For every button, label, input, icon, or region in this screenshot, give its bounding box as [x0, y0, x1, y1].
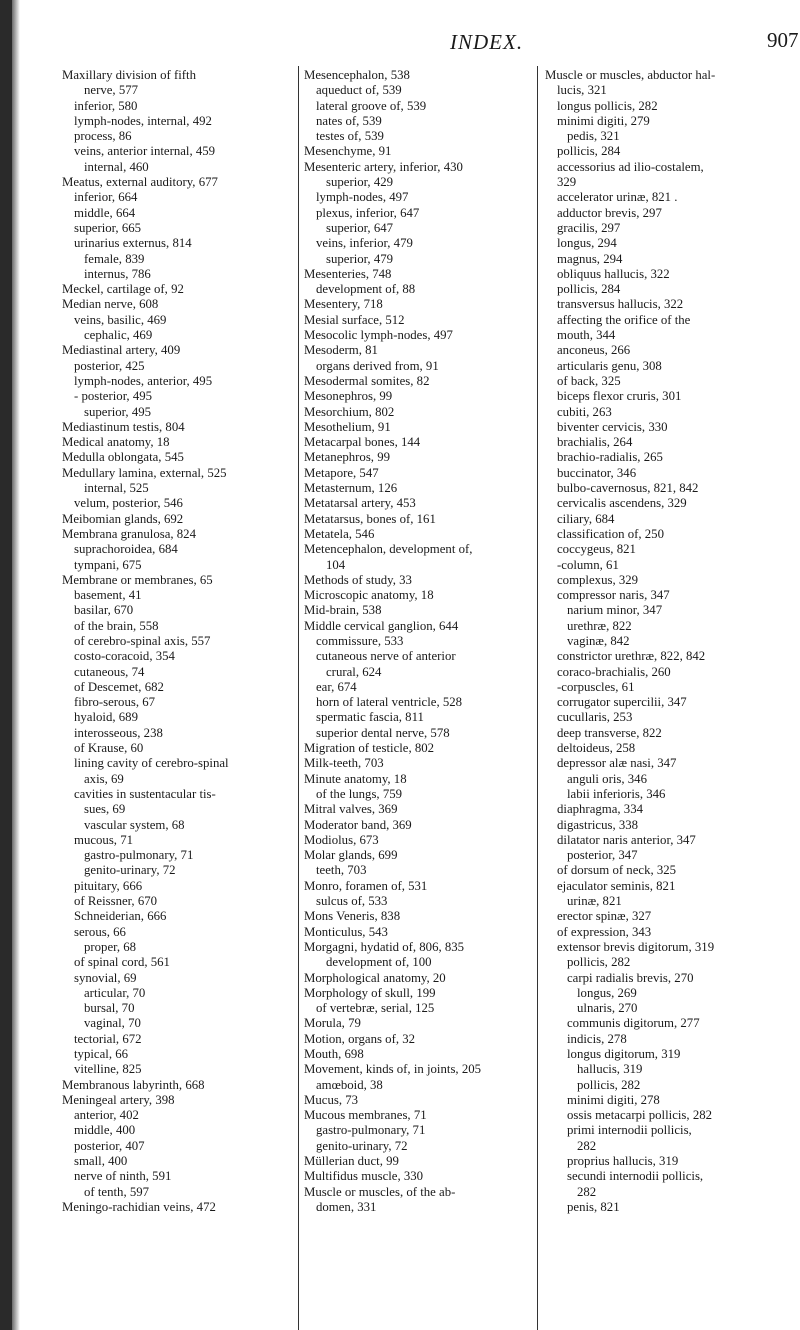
index-subentry: obliquus hallucis, 322	[557, 266, 670, 281]
index-entry: Membrana granulosa, 824	[62, 526, 196, 541]
index-subentry: nerve, 577	[84, 83, 139, 98]
index-subentry: vascular system, 68	[84, 817, 185, 832]
index-subentry: genito-urinary, 72	[84, 863, 176, 878]
index-subentry: lining cavity of cerebro-spinal	[74, 756, 229, 771]
index-subentry: lymph-nodes, 497	[316, 190, 409, 205]
index-subentry: urethræ, 822	[567, 618, 632, 633]
index-entry: Mid-brain, 538	[304, 603, 382, 618]
index-subentry: depressor alæ nasi, 347	[557, 756, 677, 771]
index-entry: Mesorchium, 802	[304, 404, 395, 419]
index-subentry: cervicalis ascendens, 329	[557, 496, 687, 511]
index-subentry: teeth, 703	[316, 863, 367, 878]
index-subentry: compressor naris, 347	[557, 588, 670, 603]
index-subentry: digastricus, 338	[557, 817, 639, 832]
index-entry: Mediastinal artery, 409	[62, 343, 181, 358]
index-subentry: articular, 70	[84, 985, 146, 1000]
index-subentry: of Reissner, 670	[74, 894, 158, 909]
index-subentry: of Krause, 60	[74, 741, 144, 756]
column-divider	[537, 66, 538, 1330]
index-subentry: serous, 66	[74, 924, 126, 939]
index-entry: Meningeal artery, 398	[62, 1092, 175, 1107]
index-subentry: adductor brevis, 297	[557, 205, 662, 220]
index-subentry: articularis genu, 308	[557, 358, 662, 373]
index-entry: Mesenteries, 748	[304, 266, 392, 281]
index-subentry: internal, 525	[84, 481, 149, 496]
index-subentry: cubiti, 263	[557, 404, 612, 419]
index-entry: Meibomian glands, 692	[62, 511, 184, 526]
index-subentry: middle, 664	[74, 205, 136, 220]
index-subentry: pedis, 321	[567, 129, 620, 144]
index-subentry: vaginal, 70	[84, 1016, 141, 1031]
index-subentry: cutaneous, 74	[74, 664, 145, 679]
index-subentry: of back, 325	[557, 373, 621, 388]
index-subentry: pollicis, 282	[567, 955, 631, 970]
index-entry: Metencephalon, development of,	[304, 542, 473, 557]
running-title: INDEX.	[450, 30, 524, 54]
index-subentry: commissure, 533	[316, 633, 404, 648]
index-entry: Multifidus muscle, 330	[304, 1169, 424, 1184]
index-subentry: magnus, 294	[557, 251, 623, 266]
index-subentry: proper, 68	[84, 939, 137, 954]
index-subentry: ulnaris, 270	[577, 1001, 638, 1016]
index-entry: Mitral valves, 369	[304, 802, 398, 817]
index-entry: Membrane or membranes, 65	[62, 572, 213, 587]
index-subentry: proprius hallucis, 319	[567, 1154, 679, 1169]
index-subentry: longus pollicis, 282	[557, 98, 658, 113]
index-subentry: ejaculator seminis, 821	[557, 878, 676, 893]
index-subentry: deep transverse, 822	[557, 725, 662, 740]
index-subentry: longus digitorum, 319	[567, 1047, 681, 1061]
index-subentry: gracilis, 297	[557, 220, 621, 235]
index-entry: Methods of study, 33	[304, 572, 412, 587]
index-subentry: urinarius externus, 814	[74, 236, 192, 251]
index-subentry: biventer cervicis, 330	[557, 419, 668, 434]
index-subentry: 282	[577, 1138, 597, 1153]
index-entry: Movement, kinds of, in joints, 205	[304, 1062, 482, 1077]
index-entry: Mesodermal somites, 82	[304, 373, 430, 388]
index-entry: Metatela, 546	[304, 526, 375, 541]
index-subentry: anconeus, 266	[557, 343, 631, 358]
index-entry: Metatarsal artery, 453	[304, 496, 416, 511]
index-subentry: vitelline, 825	[74, 1062, 142, 1077]
index-subentry: of spinal cord, 561	[74, 955, 170, 970]
index-entry: Migration of testicle, 802	[304, 741, 435, 756]
index-subentry: lucis, 321	[557, 83, 607, 98]
index-subentry: transversus hallucis, 322	[557, 297, 684, 312]
index-entry: Meckel, cartilage of, 92	[62, 282, 184, 297]
index-subentry: -corpuscles, 61	[557, 679, 635, 694]
index-subentry: coccygeus, 821	[557, 542, 636, 557]
index-entry: Mesonephros, 99	[304, 389, 393, 404]
index-subentry: superior, 479	[326, 251, 394, 266]
index-subentry: minimi digiti, 278	[567, 1092, 660, 1107]
index-entry: Mesoderm, 81	[304, 343, 378, 358]
index-entry: Meatus, external auditory, 677	[62, 175, 218, 190]
index-subentry: of cerebro-spinal axis, 557	[74, 633, 211, 648]
index-subentry: 329	[557, 175, 577, 190]
index-entry: Metapore, 547	[304, 465, 379, 480]
index-entry: Milk-teeth, 703	[304, 756, 384, 771]
index-subentry: 282	[577, 1184, 597, 1199]
index-subentry: minimi digiti, 279	[557, 113, 650, 128]
index-subentry: spermatic fascia, 811	[316, 710, 424, 725]
index-subentry: velum, posterior, 546	[74, 496, 183, 511]
index-subentry: erector spinæ, 327	[557, 909, 652, 924]
index-subentry: basilar, 670	[74, 603, 134, 618]
index-subentry: extensor brevis digitorum, 319	[557, 939, 715, 954]
index-entry: Metacarpal bones, 144	[304, 435, 421, 450]
index-subentry: synovial, 69	[74, 970, 137, 985]
index-entry: Microscopic anatomy, 18	[304, 588, 434, 603]
index-subentry: cutaneous nerve of anterior	[316, 649, 456, 664]
index-subentry: narium minor, 347	[567, 603, 663, 618]
index-subentry: veins, basilic, 469	[74, 312, 167, 327]
index-subentry: carpi radialis brevis, 270	[567, 970, 694, 985]
index-subentry: pollicis, 284	[557, 144, 621, 159]
index-subentry: plexus, inferior, 647	[316, 205, 420, 220]
index-subentry: affecting the orifice of the	[557, 312, 691, 327]
index-subentry: veins, inferior, 479	[316, 236, 413, 251]
index-subentry: constrictor urethræ, 822, 842	[557, 649, 706, 664]
index-subentry: superior, 665	[74, 220, 142, 235]
index-subentry: testes of, 539	[316, 129, 384, 144]
index-subentry: female, 839	[84, 251, 145, 266]
index-subentry: inferior, 580	[74, 98, 138, 113]
index-column-1	[62, 68, 297, 1215]
index-subentry: biceps flexor cruris, 301	[557, 389, 682, 404]
index-subentry: diaphragma, 334	[557, 802, 643, 817]
index-entry: Molar glands, 699	[304, 848, 398, 863]
index-entry: Morphological anatomy, 20	[304, 970, 446, 985]
index-entry: Mesentery, 718	[304, 297, 383, 312]
index-subentry: inferior, 664	[74, 190, 138, 205]
index-subentry: gastro-pulmonary, 71	[84, 848, 194, 863]
index-subentry: pollicis, 282	[577, 1077, 641, 1092]
index-subentry: suprachoroidea, 684	[74, 542, 178, 557]
index-subentry: tectorial, 672	[74, 1031, 142, 1046]
index-entry: Muscle or muscles, abductor hal-	[545, 68, 716, 82]
index-subentry: development of, 88	[316, 282, 416, 297]
index-column-2	[304, 68, 536, 1215]
index-subentry: domen, 331	[316, 1199, 377, 1214]
index-entry: Morgagni, hydatid of, 806, 835	[304, 939, 465, 954]
index-entry: Mucus, 73	[304, 1092, 359, 1107]
index-subentry: mucous, 71	[74, 832, 134, 847]
index-entry: Mesocolic lymph-nodes, 497	[304, 328, 453, 343]
index-subentry: dilatator naris anterior, 347	[557, 832, 696, 847]
index-entry: Mouth, 698	[304, 1047, 364, 1061]
index-subentry: veins, anterior internal, 459	[74, 144, 216, 159]
index-subentry: development of, 100	[326, 955, 432, 970]
index-subentry: typical, 66	[74, 1047, 129, 1061]
index-subentry: aqueduct of, 539	[316, 83, 402, 98]
index-subentry: vaginæ, 842	[567, 633, 630, 648]
index-subentry: internal, 460	[84, 159, 149, 174]
index-subentry: internus, 786	[84, 266, 151, 281]
index-subentry: middle, 400	[74, 1123, 136, 1138]
index-subentry: corrugator supercilii, 347	[557, 695, 687, 710]
index-subentry: - posterior, 495	[74, 389, 153, 404]
index-subentry: of expression, 343	[557, 924, 652, 939]
index-subentry: tympani, 675	[74, 557, 142, 572]
index-subentry: interosseous, 238	[74, 725, 163, 740]
index-subentry: of the lungs, 759	[316, 786, 403, 801]
index-subentry: hyaloid, 689	[74, 710, 138, 725]
index-subentry: posterior, 347	[567, 848, 638, 863]
index-entry: Müllerian duct, 99	[304, 1154, 399, 1169]
index-subentry: buccinator, 346	[557, 465, 637, 480]
index-subentry: horn of lateral ventricle, 528	[316, 695, 463, 710]
index-entry: Medulla oblongata, 545	[62, 450, 184, 465]
index-subentry: penis, 821	[567, 1199, 620, 1214]
index-subentry: hallucis, 319	[577, 1062, 643, 1077]
index-entry: Metatarsus, bones of, 161	[304, 511, 436, 526]
index-subentry: superior, 495	[84, 404, 152, 419]
index-subentry: small, 400	[74, 1154, 128, 1169]
index-subentry: urinæ, 821	[567, 894, 622, 909]
index-subentry: of tenth, 597	[84, 1184, 150, 1199]
index-subentry: brachialis, 264	[557, 435, 633, 450]
index-subentry: complexus, 329	[557, 572, 639, 587]
index-subentry: lymph-nodes, internal, 492	[74, 113, 212, 128]
index-entry: Motion, organs of, 32	[304, 1031, 416, 1046]
index-entry: Mesothelium, 91	[304, 419, 391, 434]
index-entry: Middle cervical ganglion, 644	[304, 618, 459, 633]
index-entry: Medical anatomy, 18	[62, 435, 170, 450]
index-entry: Mesencephalon, 538	[304, 68, 410, 82]
index-entry: Mesenchyme, 91	[304, 144, 392, 159]
index-subentry: accessorius ad ilio-costalem,	[557, 159, 704, 174]
index-subentry: posterior, 425	[74, 358, 145, 373]
index-entry: Mediastinum testis, 804	[62, 419, 185, 434]
index-entry: Mesial surface, 512	[304, 312, 405, 327]
index-subentry: cephalic, 469	[84, 328, 153, 343]
index-entry: Medullary lamina, external, 525	[62, 465, 227, 480]
index-subentry: sulcus of, 533	[316, 894, 388, 909]
index-subentry: fibro-serous, 67	[74, 695, 156, 710]
index-entry: Maxillary division of fifth	[62, 68, 196, 82]
index-entry: Moderator band, 369	[304, 817, 412, 832]
index-subentry: longus, 294	[557, 236, 617, 251]
index-subentry: secundi internodii pollicis,	[567, 1169, 704, 1184]
index-entry: Modiolus, 673	[304, 832, 379, 847]
index-subentry: cavities in sustentacular tis-	[74, 786, 216, 801]
index-subentry: primi internodii pollicis,	[567, 1123, 692, 1138]
index-subentry: basement, 41	[74, 588, 142, 603]
index-entry: Metanephros, 99	[304, 450, 391, 465]
page-number: 907	[767, 28, 799, 52]
index-subentry: classification of, 250	[557, 526, 664, 541]
index-subentry: of dorsum of neck, 325	[557, 863, 677, 878]
index-subentry: crural, 624	[326, 664, 382, 679]
index-subentry: lymph-nodes, anterior, 495	[74, 373, 213, 388]
index-subentry: of vertebræ, serial, 125	[316, 1001, 435, 1016]
index-subentry: -column, 61	[557, 557, 619, 572]
book-spine-shadow	[0, 0, 12, 1330]
index-subentry: sues, 69	[84, 802, 126, 817]
index-subentry: accelerator urinæ, 821 .	[557, 190, 678, 205]
column-divider	[298, 66, 299, 1330]
index-subentry: indicis, 278	[567, 1031, 627, 1046]
index-subentry: 104	[326, 557, 346, 572]
index-subentry: posterior, 407	[74, 1138, 145, 1153]
index-entry: Mons Veneris, 838	[304, 909, 401, 924]
index-subentry: organs derived from, 91	[316, 358, 439, 373]
index-subentry: ciliary, 684	[557, 511, 615, 526]
index-entry: Metasternum, 126	[304, 481, 398, 496]
index-entry: Muscle or muscles, of the ab-	[304, 1184, 456, 1199]
index-subentry: genito-urinary, 72	[316, 1138, 408, 1153]
index-entry: Morphology of skull, 199	[304, 985, 436, 1000]
index-subentry: superior dental nerve, 578	[316, 725, 450, 740]
gutter-gradient	[12, 0, 20, 1330]
index-subentry: longus, 269	[577, 985, 637, 1000]
page-header	[20, 0, 800, 54]
index-subentry: brachio-radialis, 265	[557, 450, 663, 465]
index-entry: Morula, 79	[304, 1016, 361, 1031]
index-subentry: bursal, 70	[84, 1001, 135, 1016]
index-column-3	[545, 68, 795, 1215]
index-subentry: gastro-pulmonary, 71	[316, 1123, 426, 1138]
index-subentry: Schneiderian, 666	[74, 909, 167, 924]
index-subentry: pollicis, 284	[557, 282, 621, 297]
index-subentry: nates of, 539	[316, 113, 382, 128]
index-subentry: nerve of ninth, 591	[74, 1169, 172, 1184]
index-entry: Meningo-rachidian veins, 472	[62, 1199, 216, 1214]
index-subentry: of the brain, 558	[74, 618, 159, 633]
index-subentry: lateral groove of, 539	[316, 98, 427, 113]
index-entry: Minute anatomy, 18	[304, 771, 407, 786]
index-subentry: anterior, 402	[74, 1108, 139, 1123]
index-entry: Monticulus, 543	[304, 924, 388, 939]
index-subentry: deltoideus, 258	[557, 741, 636, 756]
index-subentry: labii inferioris, 346	[567, 786, 666, 801]
index-entry: Mucous membranes, 71	[304, 1108, 427, 1123]
index-subentry: axis, 69	[84, 771, 124, 786]
index-subentry: mouth, 344	[557, 328, 616, 343]
index-entry: Monro, foramen of, 531	[304, 878, 428, 893]
index-subentry: amœboid, 38	[316, 1077, 383, 1092]
index-subentry: pituitary, 666	[74, 878, 143, 893]
index-subentry: cucullaris, 253	[557, 710, 633, 725]
index-entry: Median nerve, 608	[62, 297, 159, 312]
index-entry: Membranous labyrinth, 668	[62, 1077, 205, 1092]
index-subentry: coraco-brachialis, 260	[557, 664, 671, 679]
index-subentry: ear, 674	[316, 679, 357, 694]
index-subentry: anguli oris, 346	[567, 771, 647, 786]
index-subentry: communis digitorum, 277	[567, 1016, 700, 1031]
index-subentry: costo-coracoid, 354	[74, 649, 175, 664]
index-subentry: of Descemet, 682	[74, 679, 164, 694]
index-subentry: bulbo-cavernosus, 821, 842	[557, 481, 699, 496]
index-entry: Mesenteric artery, inferior, 430	[304, 159, 463, 174]
index-subentry: process, 86	[74, 129, 132, 144]
index-subentry: superior, 647	[326, 220, 394, 235]
index-subentry: superior, 429	[326, 175, 394, 190]
index-subentry: ossis metacarpi pollicis, 282	[567, 1108, 713, 1123]
